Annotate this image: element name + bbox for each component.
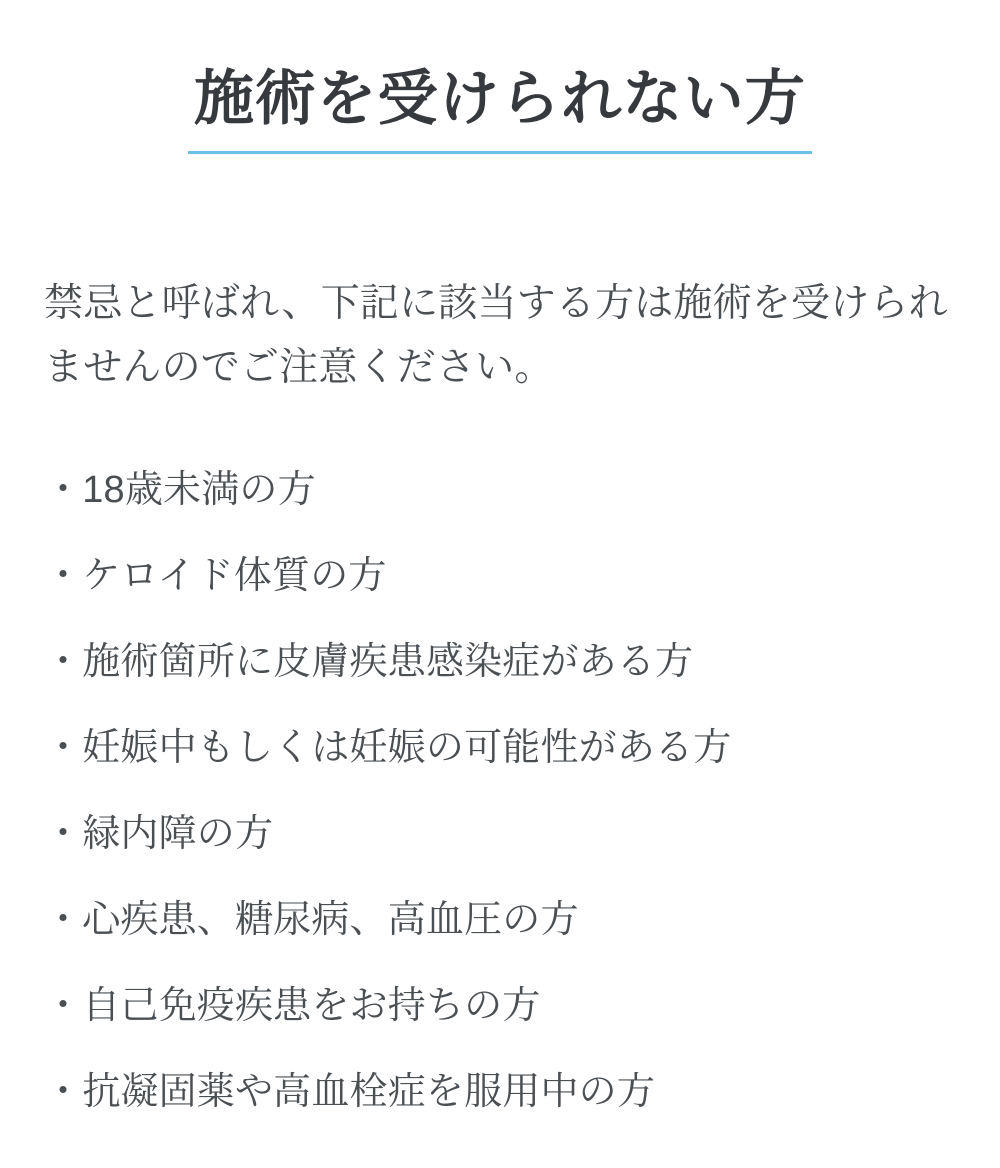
page-title: 施術を受けられない方 <box>188 62 812 154</box>
contraindication-list <box>44 468 1000 1113</box>
list-item: ・緑内障の方 <box>44 812 274 855</box>
page-title-container <box>0 0 1000 194</box>
list-item: ・自己免疫疾患をお持ちの方 <box>44 984 541 1027</box>
lead-paragraph: 禁忌と呼ばれ、下記に該当する方は施術を受けられませんのでご注意ください。 <box>44 282 948 389</box>
list-item: ・18歳未満の方 <box>44 468 316 511</box>
list-item: ・抗凝固薬や高血栓症を服用中の方 <box>44 1070 656 1113</box>
list-item: ・ケロイド体質の方 <box>44 554 387 597</box>
list-item: ・心疾患、糖尿病、高血圧の方 <box>44 898 579 941</box>
list-item: ・施術箇所に皮膚疾患感染症がある方 <box>44 640 694 683</box>
list-item: ・妊娠中もしくは妊娠の可能性がある方 <box>44 726 732 769</box>
